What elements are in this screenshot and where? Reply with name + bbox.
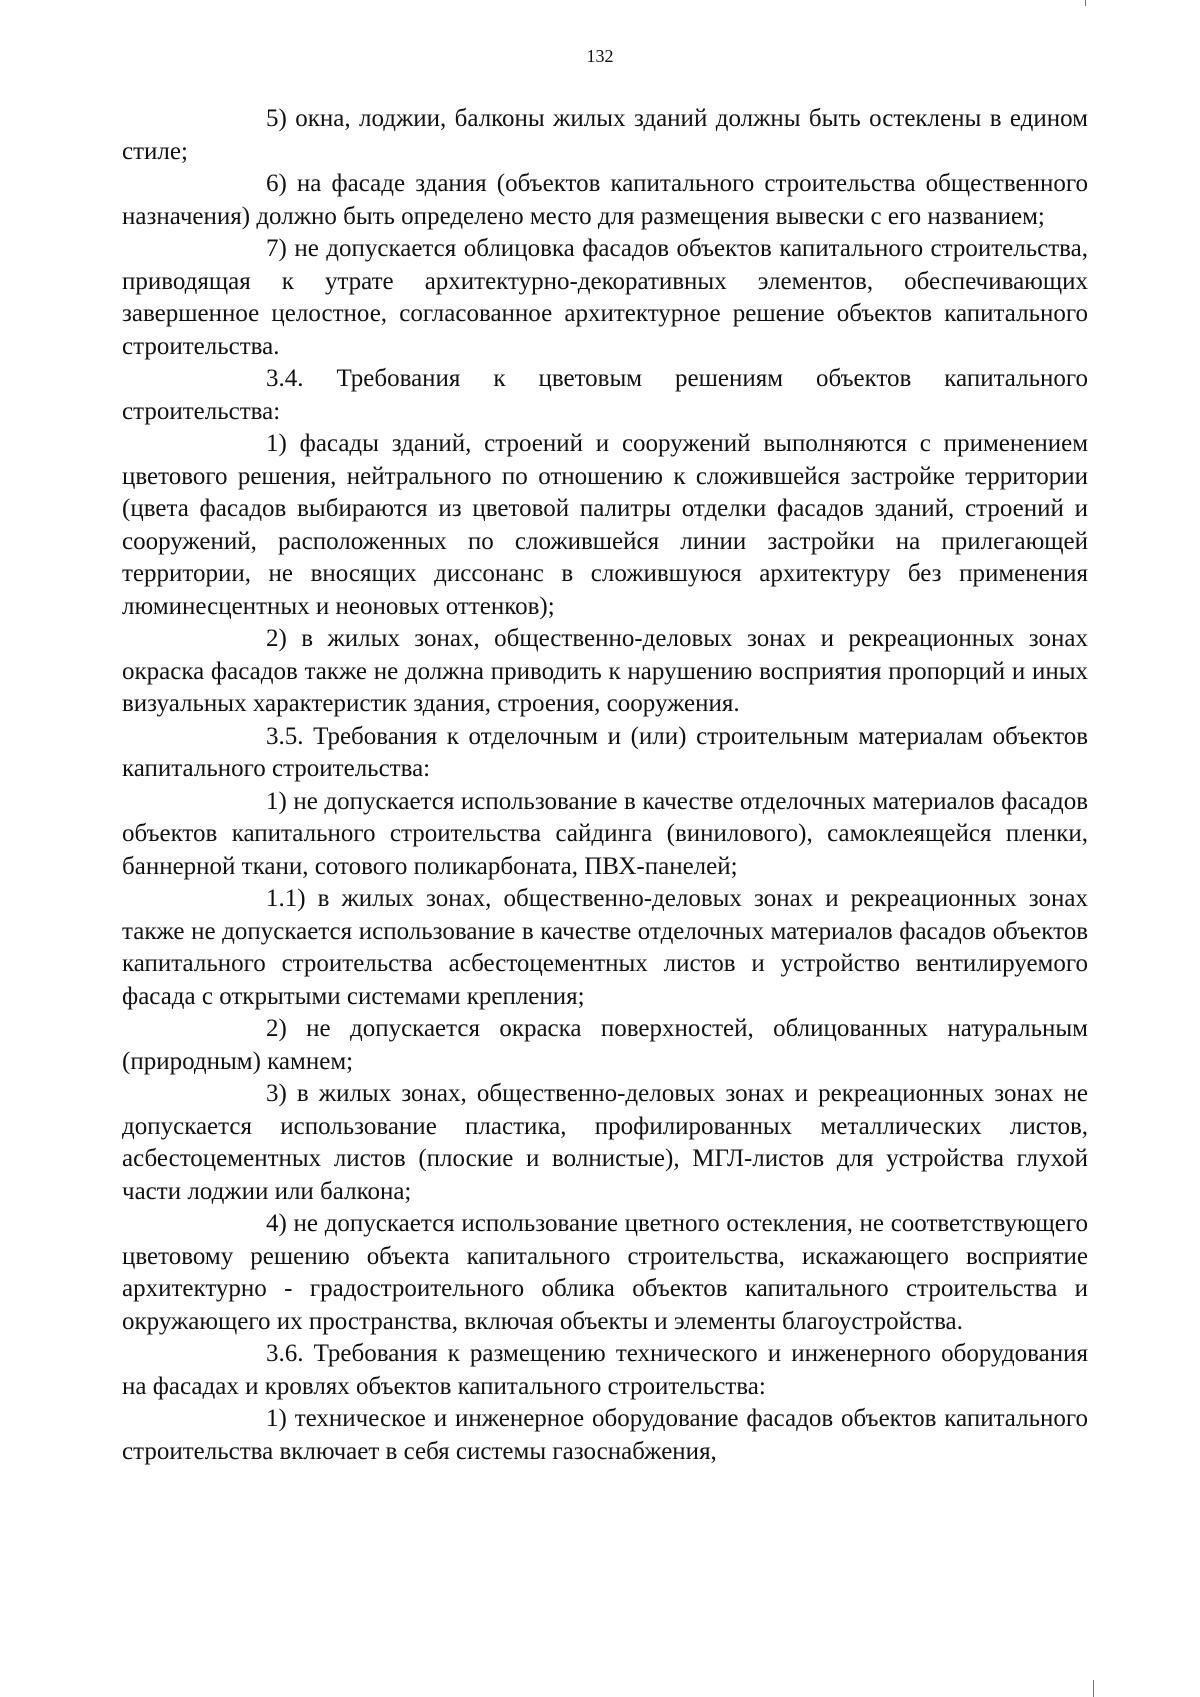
paragraph-marker: 2)	[266, 1015, 287, 1042]
paragraph-item-6	[122, 168, 1088, 233]
paragraph-item-5	[122, 103, 1088, 168]
paragraph-text: в жилых зонах, общественно-деловых зонах и рекреационных зонах также не допускается использование в качестве отделочных материалов фасадов объектов капитального строительства асбестоцементных листов и устройство вентилируемого фасада с открытыми системами крепления;	[122, 885, 1088, 1010]
paragraph-text: в жилых зонах, общественно-деловых зонах и рекреационных зонах окраска фасадов также не должна приводить к нарушению восприятия пропорций и иных визуальных характеристик здания, строения, сооружения.	[122, 625, 1088, 717]
paragraph-marker: 6)	[266, 170, 287, 197]
paragraph-marker: 1)	[266, 430, 287, 457]
scan-edge-mark-bottom	[1093, 1680, 1094, 1697]
paragraph-item-3-4-1	[122, 428, 1088, 623]
section-heading-3-5	[122, 721, 1088, 786]
paragraph-marker: 1)	[266, 1405, 287, 1432]
paragraph-text: в жилых зонах, общественно-деловых зонах и рекреационных зонах не допускается использование пластика, профилированных металлических листов, асбестоцементных листов (плоские и волнистые), МГЛ-листов для устройства глухой части лоджии или балкона;	[122, 1080, 1089, 1205]
paragraph-text: на фасаде здания (объектов капитального строительства общественного назначения) должно быть определено место для размещения вывески с его названием;	[122, 170, 1088, 230]
paragraph-text: не допускается использование в качестве отделочных материалов фасадов объектов капитального строительства сайдинга (винилового), самоклеящейся пленки, баннерной ткани, сотового поликарбоната, ПВХ-панелей;	[122, 787, 1088, 880]
paragraph-marker: 4)	[266, 1210, 287, 1237]
paragraph-item-3-6-1	[122, 1403, 1088, 1468]
paragraph-marker: 5)	[266, 105, 287, 132]
paragraph-marker: 3)	[266, 1080, 287, 1107]
section-text: Требования к отделочным и (или) строительным материалам объектов капитального строительства:	[122, 722, 1088, 782]
paragraph-text: не допускается окраска поверхностей, облицованных натуральным (природным) камнем;	[122, 1015, 1088, 1075]
paragraph-item-3-5-4	[122, 1208, 1088, 1338]
section-number: 3.5.	[266, 722, 304, 750]
section-text: Требования к цветовым решениям объектов капитального строительства:	[122, 365, 1089, 425]
paragraph-item-3-5-2	[122, 1013, 1088, 1078]
section-text: Требования к размещению технического и инженерного оборудования на фасадах и кровлях объектов капитального строительства:	[122, 1340, 1089, 1400]
page-number: 132	[586, 46, 614, 66]
paragraph-item-7	[122, 233, 1088, 363]
paragraph-item-3-5-1	[122, 786, 1088, 884]
paragraph-marker: 2)	[266, 625, 287, 652]
paragraph-text: окна, лоджии, балконы жилых зданий должны быть остеклены в едином стиле;	[122, 105, 1088, 165]
paragraph-marker: 1)	[266, 787, 287, 815]
paragraph-marker: 1.1)	[266, 885, 306, 912]
document-body	[122, 103, 1088, 1468]
section-heading-3-4	[122, 363, 1088, 428]
scan-edge-mark-top	[1085, 0, 1086, 6]
section-heading-3-6	[122, 1338, 1088, 1403]
paragraph-text: техническое и инженерное оборудование фасадов объектов капитального строительства включает в себя системы газоснабжения,	[122, 1405, 1089, 1465]
paragraph-item-3-4-2	[122, 623, 1088, 721]
paragraph-item-3-5-1-1	[122, 883, 1088, 1013]
paragraph-text: фасады зданий, строений и сооружений выполняются с применением цветового решения, нейтрального по отношению к сложившейся застройке территории (цвета фасадов выбираются из цветовой палитры отделки фасадов зданий, строений и сооружений, расположенных по сложившейся линии застройки на прилегающей территории, не вносящих диссонанс в сложившуюся архитектуру без применения люминесцентных и неоновых оттенков);	[122, 430, 1089, 620]
section-number: 3.6.	[266, 1340, 304, 1367]
section-number: 3.4.	[266, 365, 304, 392]
paragraph-marker: 7)	[266, 235, 287, 262]
paragraph-item-3-5-3	[122, 1078, 1088, 1208]
paragraph-text: не допускается использование цветного остекления, не соответствующего цветовому решению объекта капитального строительства, искажающего восприятие архитектурно - градостроительного облика объектов капитального строительства и окружающего их пространства, включая объекты и элементы благоустройства.	[122, 1210, 1089, 1335]
paragraph-text: не допускается облицовка фасадов объектов капитального строительства, приводящая к утрате архитектурно-декоративных элементов, обеспечивающих завершенное целостное, согласованное архитектурное решение объектов капитального строительства.	[122, 235, 1088, 360]
